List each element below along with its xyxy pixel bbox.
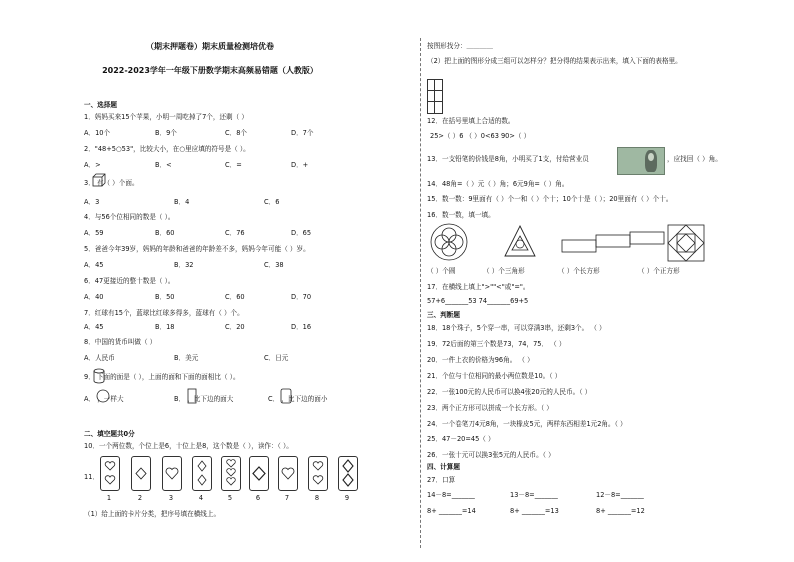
- question-6: 6．47更接近的整十数是（ ）。: [84, 277, 175, 285]
- question-9: 9． 下面的面是（ ），上面的面和下面的面相比（ ）。: [84, 373, 240, 381]
- card-number: 1: [106, 494, 112, 502]
- circles-figure: [428, 222, 470, 262]
- q9-option-a: A． ，一样大: [84, 395, 124, 403]
- card-number: 7: [284, 494, 290, 502]
- question-17: 17．在横线上填上">""<"或"="。: [427, 283, 530, 291]
- q8-option-a: A．人民币: [84, 354, 115, 362]
- question-22: 22．一张100元的人民币可以换4张20元的人民币。（ ）: [427, 388, 592, 396]
- calc-item: 8+ _______=13: [510, 507, 559, 515]
- q4-option-b: B．60: [155, 229, 175, 237]
- q7-option-a: A．45: [84, 323, 104, 331]
- question-21: 21．个位与十位相同的最小两位数是10。（ ）: [427, 372, 562, 380]
- q4-option-a: A．59: [84, 229, 104, 237]
- three-hearts-icon: [222, 457, 240, 490]
- q3-option-b: B．4: [174, 198, 190, 206]
- q16-rectangle-count: （ ）个长方形: [558, 267, 600, 275]
- question-7: 7．红球有15个，蓝球比红球多得多，蓝球有（ ）个。: [84, 309, 244, 317]
- q9-option-b: B． ，比下边的面大: [174, 395, 234, 403]
- cube-icon: [92, 173, 106, 187]
- column-divider: [420, 38, 421, 548]
- card-number: 5: [227, 494, 233, 502]
- page-title: （期末押题卷）期末质量检测培优卷: [146, 42, 274, 51]
- q8-option-c: C．日元: [264, 354, 289, 362]
- card-4: [192, 456, 212, 491]
- card-number: 8: [314, 494, 320, 502]
- q7-option-b: B．18: [155, 323, 175, 331]
- calc-item: 14－8=_______: [427, 491, 475, 499]
- question-19: 19．72后面的第三个数是73，74，75． （ ）: [427, 340, 566, 348]
- question-11-part-1: （1）给上面的卡片分类，把序号填在横线上。: [84, 510, 221, 518]
- card-number: 4: [198, 494, 204, 502]
- card-number: 3: [168, 494, 174, 502]
- heart-icon: [163, 457, 181, 490]
- heart-icon: [279, 457, 297, 490]
- card-8: [308, 456, 328, 491]
- question-13-end: ，应找回（ ）角。: [667, 155, 722, 163]
- q1-option-a: A．10个: [84, 129, 111, 137]
- question-13: 13．一支铅笔的价钱是8角，小明买了1支，付给营业员: [427, 155, 589, 163]
- answer-table: [427, 79, 443, 114]
- q6-option-a: A．40: [84, 293, 104, 301]
- q8-option-b: B．美元: [174, 354, 199, 362]
- q1-option-d: D．7个: [291, 129, 314, 137]
- q16-square-count: （ ）个正方形: [638, 267, 680, 275]
- question-2: 2．"48+5○53"，比较大小，在○里应填的符号是（ ）。: [84, 145, 250, 153]
- q16-circle-count: （ ）个圆: [427, 267, 456, 275]
- section-choice-heading: 一、选择题: [84, 101, 117, 109]
- q6-option-c: C．60: [225, 293, 245, 301]
- q4-option-c: C．76: [225, 229, 245, 237]
- squares-figure: [666, 223, 706, 263]
- banknote-image: [617, 147, 665, 175]
- q9-option-c: C． ，比下边的面小: [268, 395, 328, 403]
- question-23: 23．两个正方形可以拼成一个长方形。（ ）: [427, 404, 553, 412]
- question-17-blanks: 57+6_______53 74_______69+5: [427, 297, 529, 305]
- question-3: 3． 有（ ）个面。: [84, 179, 139, 187]
- card-5: [221, 456, 241, 491]
- question-18: 18．18个珠子，5个穿一串，可以穿满3串，还剩3个。 （ ）: [427, 324, 606, 332]
- card-2: [131, 456, 151, 491]
- q2-option-a: A．>: [84, 161, 101, 169]
- question-8: 8．中国的货币叫做（ ）: [84, 338, 157, 346]
- question-11-continued: 按图形找分：＿＿＿＿: [427, 42, 493, 50]
- q2-option-b: B．<: [155, 161, 172, 169]
- section-judge-heading: 三、判断题: [427, 311, 460, 319]
- question-10: 10．一个两位数，个位上是6，十位上是8，这个数是（ ），读作：（ ）。: [84, 442, 293, 450]
- q4-option-d: D．65: [291, 229, 312, 237]
- card-number: 9: [344, 494, 350, 502]
- card-7: [278, 456, 298, 491]
- question-12: 12．在括号里填上合适的数。: [427, 117, 515, 125]
- q6-option-d: D．70: [291, 293, 312, 301]
- q16-triangle-count: （ ）个三角形: [483, 267, 525, 275]
- q5-option-c: C．38: [264, 261, 284, 269]
- question-16: 16．数一数，填一填。: [427, 211, 495, 219]
- card-3: [162, 456, 182, 491]
- question-15: 15．数一数：9里面有（ ）个一和（ ）个十；10个十是（ ）；20里面有（ ）个十。: [427, 195, 673, 203]
- card-9: [338, 456, 358, 491]
- question-11: 11．: [84, 473, 99, 481]
- question-27: 27．口算: [427, 476, 456, 484]
- question-24: 24．一个卷笔刀4元8角，一块橡皮5元，两样东西相差1元2角。（ ）: [427, 420, 627, 428]
- question-12-blanks: 25>（ ）6 （ ）0<63 90>（ ）: [430, 132, 531, 140]
- calc-item: 12－8=_______: [596, 491, 644, 499]
- q7-option-c: C．20: [225, 323, 245, 331]
- section-calc-heading: 四、计算题: [427, 463, 460, 471]
- rectangles-figure: [560, 232, 666, 254]
- question-5: 5．爸爸今年39岁，妈妈的年龄和爸爸的年龄差不多，妈妈今年可能（ ）岁。: [84, 245, 310, 253]
- page-subtitle: 2022-2023学年一年级下册数学期末高频易错题（人教版）: [102, 66, 318, 75]
- circle-icon: [96, 389, 110, 403]
- card-6: [249, 456, 269, 491]
- q6-option-b: B．50: [155, 293, 175, 301]
- hearts-icon: [309, 457, 327, 490]
- calc-item: 13－8=_______: [510, 491, 558, 499]
- cylinder-icon: [93, 368, 105, 384]
- card-number: 6: [255, 494, 261, 502]
- rounded-shape-icon: [280, 388, 292, 404]
- q3-option-c: C．6: [264, 198, 280, 206]
- rectangle-icon: [187, 388, 197, 404]
- question-25: 25．47－20=45（ ）: [427, 435, 495, 443]
- diamonds-icon: [339, 457, 357, 490]
- question-20: 20．一件上衣的价格为96角。 （ ）: [427, 356, 534, 364]
- question-26: 26．一张十元可以换3张5元的人民币。（ ）: [427, 451, 555, 459]
- calc-item: 8+ _______=12: [596, 507, 645, 515]
- calc-item: 8+ _______=14: [427, 507, 476, 515]
- diamonds-icon: [193, 457, 211, 490]
- question-14: 14．48角=（ ）元（ ）角；6元9角=（ ）角。: [427, 180, 569, 188]
- q2-option-d: D．+: [291, 161, 309, 169]
- card-number: 2: [137, 494, 143, 502]
- diamond-icon: [132, 457, 150, 490]
- triangles-figure: [503, 224, 537, 260]
- q5-option-a: A．45: [84, 261, 104, 269]
- q3-option-a: A．3: [84, 198, 100, 206]
- card-1: [100, 456, 120, 491]
- q1-option-b: B．9个: [155, 129, 177, 137]
- question-11-part-2: （2）把上面的图形分成三组可以怎样分？把分得的结果表示出来，填入下面的表格里。: [427, 57, 682, 65]
- question-1: 1．妈妈买来15个苹果，小明一周吃掉了7个，还剩（ ）: [84, 113, 248, 121]
- q2-option-c: C．=: [225, 161, 242, 169]
- diamond-icon: [250, 457, 268, 490]
- q5-option-b: B．32: [174, 261, 194, 269]
- q7-option-d: D．16: [291, 323, 312, 331]
- hearts-icon: [101, 457, 119, 490]
- question-4: 4．与56个位相同的数是（ ）。: [84, 213, 175, 221]
- section-fill-heading: 二、填空题共0分: [84, 430, 135, 438]
- q1-option-c: C．8个: [225, 129, 247, 137]
